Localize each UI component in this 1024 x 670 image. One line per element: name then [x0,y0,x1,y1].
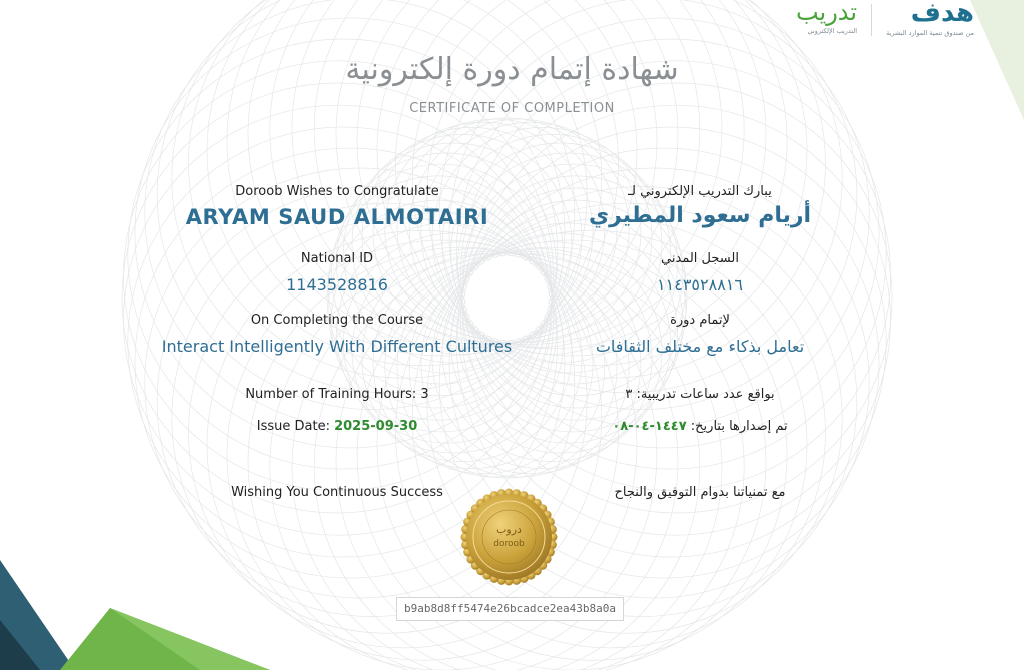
training-hours-en: Number of Training Hours: 3 [245,387,429,402]
civil-registry-label: السجل المدني [661,251,739,266]
issue-date-value-en: 2025-09-30 [334,419,418,434]
course-label-en: On Completing the Course [250,313,424,328]
verification-code: b9ab8d8ff5474e26bcadce2ea43b8a0a [396,597,624,621]
course-label-ar: لإتمام دورة [670,313,730,328]
course-name-en: Interact Intelligently With Different Cultures [161,337,513,356]
doroob-seal-icon [460,488,558,586]
hadaf-logo [886,0,974,37]
seal-text-latin: doroob [493,539,525,549]
issue-date-ar [500,419,900,434]
wish-text-ar: مع تمنياتنا بدوام التوفيق والنجاح [614,485,786,500]
tadreeb-logo-subtext: التدريب الإلكتروني [807,27,858,35]
congratulate-text-en: Doroob Wishes to Congratulate [235,184,439,199]
hadaf-logo-text: هدف [910,0,974,28]
logo-divider [871,4,872,36]
header-logos [796,0,974,40]
issue-date-en [137,419,537,434]
recipient-name-ar: أريام سعود المطيري [588,203,812,228]
tadreeb-logo [796,0,857,35]
tadreeb-logo-text: تدريب [795,0,858,26]
issue-date-label-en: Issue Date: [256,419,330,434]
course-name-ar: تعامل بذكاء مع مختلف الثقافات [595,337,805,356]
issue-date-value-ar: ١٤٤٧-٠٤-٠٨ [612,419,687,434]
national-id-label: National ID [300,251,374,266]
civil-registry-value: ١١٤٣٥٢٨٨١٦ [657,275,743,294]
recipient-name-en: ARYAM SAUD ALMOTAIRI [185,205,489,229]
national-id-value: 1143528816 [286,275,388,294]
training-hours-ar: بواقع عدد ساعات تدريبية: ٣ [625,387,775,402]
wish-text-en: Wishing You Continuous Success [231,485,443,500]
congratulate-text-ar: يبارك التدريب الإلكتروني لـ [628,184,772,199]
certificate-title-english: CERTIFICATE OF COMPLETION [409,101,615,116]
issue-date-label-ar: تم إصدارها بتاريخ: [690,419,788,434]
seal-text-arabic: دروب [496,523,522,536]
hadaf-logo-subtext: من صندوق تنمية الموارد البشرية [886,29,974,37]
certificate-title-arabic: شهادة إتمام دورة إلكترونية [345,52,679,87]
